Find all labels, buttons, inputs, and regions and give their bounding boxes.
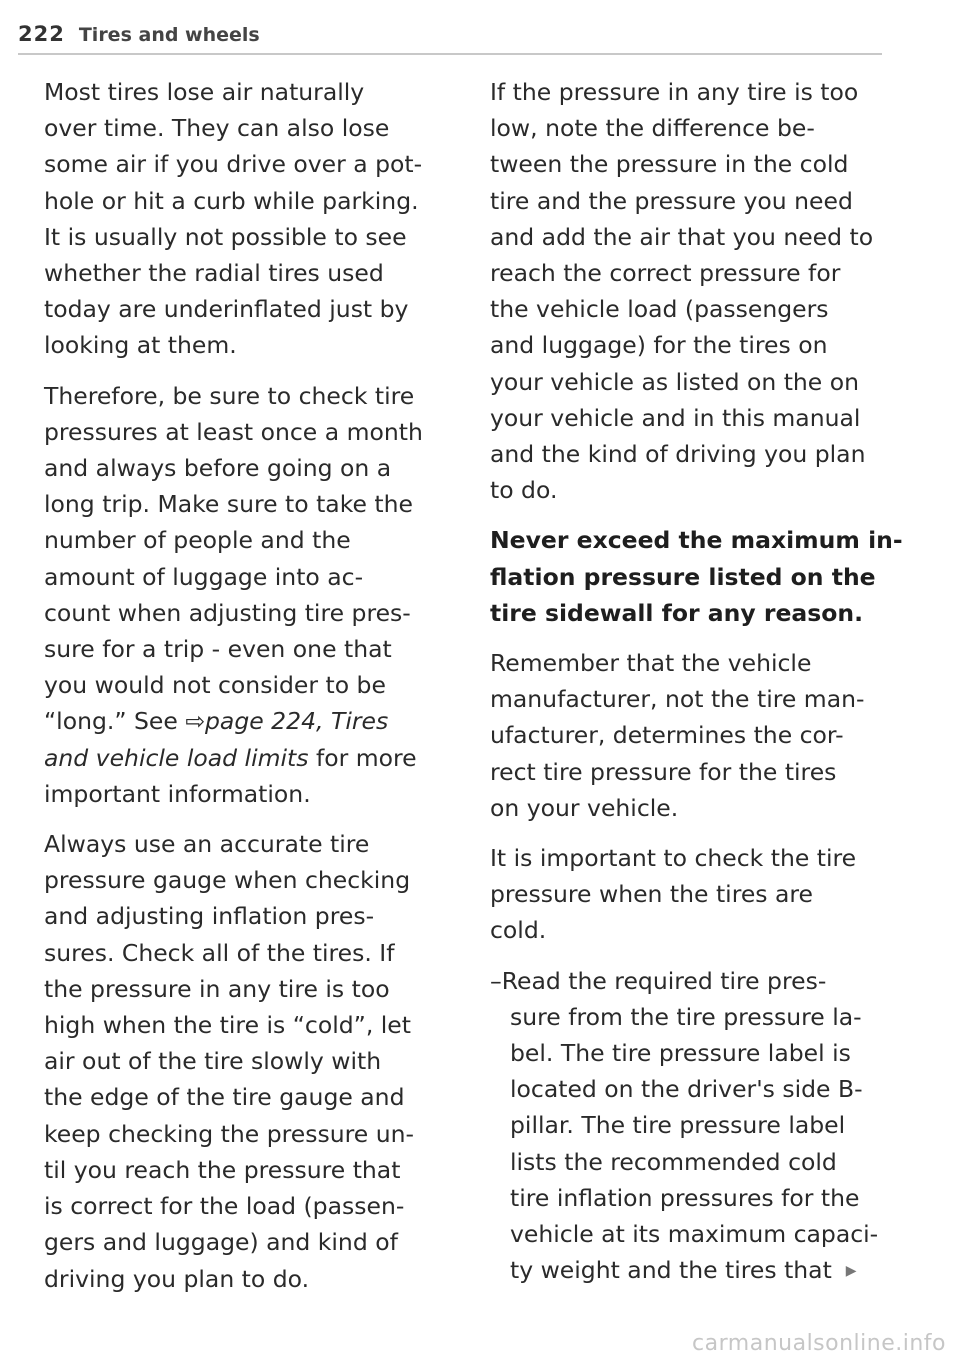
text-line: driving you plan to do. xyxy=(44,1264,310,1293)
text-line: til you reach the pressure that xyxy=(44,1155,401,1184)
text-line: your vehicle as listed on the on xyxy=(490,367,860,396)
text-line: Never exceed the maximum in- xyxy=(490,526,903,555)
text-line: pressures at least once a month xyxy=(44,417,423,446)
text-line: vehicle at its maximum capaci- xyxy=(510,1220,879,1249)
text-line: you would not consider to be xyxy=(44,671,386,700)
text-line: ufacturer, determines the cor- xyxy=(490,721,844,750)
text-line-with-reference xyxy=(44,740,474,776)
text-line: and always before going on a xyxy=(44,454,392,483)
paragraph-accurate-gauge xyxy=(44,826,474,1297)
paragraph-air-loss xyxy=(44,74,474,364)
text-line: tire and the pressure you need xyxy=(490,186,853,215)
left-column xyxy=(44,74,474,1311)
text-line: If the pressure in any tire is too xyxy=(490,78,859,106)
text-line: important information. xyxy=(44,779,311,808)
text-line: It is usually not possible to see xyxy=(44,222,407,251)
text-line: low, note the difference be- xyxy=(490,114,815,143)
text-line: hole or hit a curb while parking. xyxy=(44,186,419,215)
text-line: sure from the tire pressure la- xyxy=(510,1002,862,1031)
text-line: cold. xyxy=(490,916,547,945)
paragraph-low-pressure xyxy=(490,74,900,508)
reference-prefix: “long.” See xyxy=(44,707,186,736)
page-header xyxy=(18,22,260,46)
text-line: located on the driver's side B- xyxy=(510,1075,863,1104)
text-line: tween the pressure in the cold xyxy=(490,150,849,179)
page-number: 222 xyxy=(18,22,65,46)
section-title: Tires and wheels xyxy=(78,24,260,46)
cross-reference-arrow-icon[interactable]: ⇨ xyxy=(185,707,206,736)
text-line: today are underinflated just by xyxy=(44,295,409,324)
watermark: carmanualsonline.info xyxy=(692,1331,946,1356)
text-line: your vehicle and in this manual xyxy=(490,403,861,432)
text-line: air out of the tire slowly with xyxy=(44,1047,382,1076)
text-line: the edge of the tire gauge and xyxy=(44,1083,405,1112)
text-line: some air if you drive over a pot- xyxy=(44,150,423,179)
text-line: keep checking the pressure un- xyxy=(44,1119,414,1148)
text-line-with-continue xyxy=(490,1252,900,1289)
text-line: is correct for the load (passen- xyxy=(44,1192,405,1221)
text-line: and luggage) for the tires on xyxy=(490,331,828,360)
text-line: on your vehicle. xyxy=(490,793,679,822)
paragraph-max-pressure-warning xyxy=(490,522,903,631)
cross-reference-link[interactable]: page 224, Tires xyxy=(205,707,389,736)
text-line: tire inflation pressures for the xyxy=(510,1183,860,1212)
cross-reference-link-cont[interactable]: and vehicle load limits xyxy=(44,743,309,772)
text-line: whether the radial tires used xyxy=(44,259,384,288)
text-line: Always use an accurate tire xyxy=(44,830,370,859)
text-line: rect tire pressure for the tires xyxy=(490,757,837,786)
text-line: number of people and the xyxy=(44,526,351,555)
continue-arrow-icon: ▶ xyxy=(845,1263,857,1280)
text-line: bel. The tire pressure label is xyxy=(510,1039,851,1068)
text-line: –Read the required tire pres- xyxy=(490,966,827,995)
text-line: It is important to check the tire xyxy=(490,844,857,873)
text-line: to do. xyxy=(490,476,558,505)
text-line: the vehicle load (passengers xyxy=(490,295,829,324)
text-line: manufacturer, not the tire man- xyxy=(490,685,865,714)
paragraph-check-cold xyxy=(490,840,900,949)
text-line: high when the tire is “cold”, let xyxy=(44,1011,411,1040)
right-column xyxy=(490,74,903,1304)
text-line: looking at them. xyxy=(44,331,237,360)
text-line: over time. They can also lose xyxy=(44,114,390,143)
text-line: lists the recommended cold xyxy=(510,1147,837,1176)
text-line: tire sidewall for any reason. xyxy=(490,598,864,627)
text-line: Remember that the vehicle xyxy=(490,649,812,678)
paragraph-check-monthly xyxy=(44,378,474,812)
list-item-read-label xyxy=(490,963,900,1290)
text-fragment: ty weight and the tires that xyxy=(510,1256,832,1285)
text-line: Most tires lose air naturally xyxy=(44,78,365,106)
text-line: count when adjusting tire pres- xyxy=(44,598,411,627)
text-line: the pressure in any tire is too xyxy=(44,974,390,1003)
text-line: and the kind of driving you plan xyxy=(490,440,866,469)
text-line: gers and luggage) and kind of xyxy=(44,1228,398,1257)
text-line: sure for a trip - even one that xyxy=(44,635,392,664)
text-line: Therefore, be sure to check tire xyxy=(44,381,415,410)
text-line: sures. Check all of the tires. If xyxy=(44,938,395,967)
text-line: and adjusting inflation pres- xyxy=(44,902,375,931)
paragraph-manufacturer xyxy=(490,645,900,826)
text-line: amount of luggage into ac- xyxy=(44,562,364,591)
text-line: pillar. The tire pressure label xyxy=(510,1111,846,1140)
text-line: pressure gauge when checking xyxy=(44,866,411,895)
text-line: and add the air that you need to xyxy=(490,222,874,251)
reference-suffix: for more xyxy=(308,743,417,772)
text-line: pressure when the tires are xyxy=(490,880,814,909)
header-divider xyxy=(18,53,882,55)
text-line: long trip. Make sure to take the xyxy=(44,490,413,519)
text-line-with-reference xyxy=(44,703,474,739)
text-line: flation pressure listed on the xyxy=(490,562,876,591)
text-line: reach the correct pressure for xyxy=(490,259,841,288)
